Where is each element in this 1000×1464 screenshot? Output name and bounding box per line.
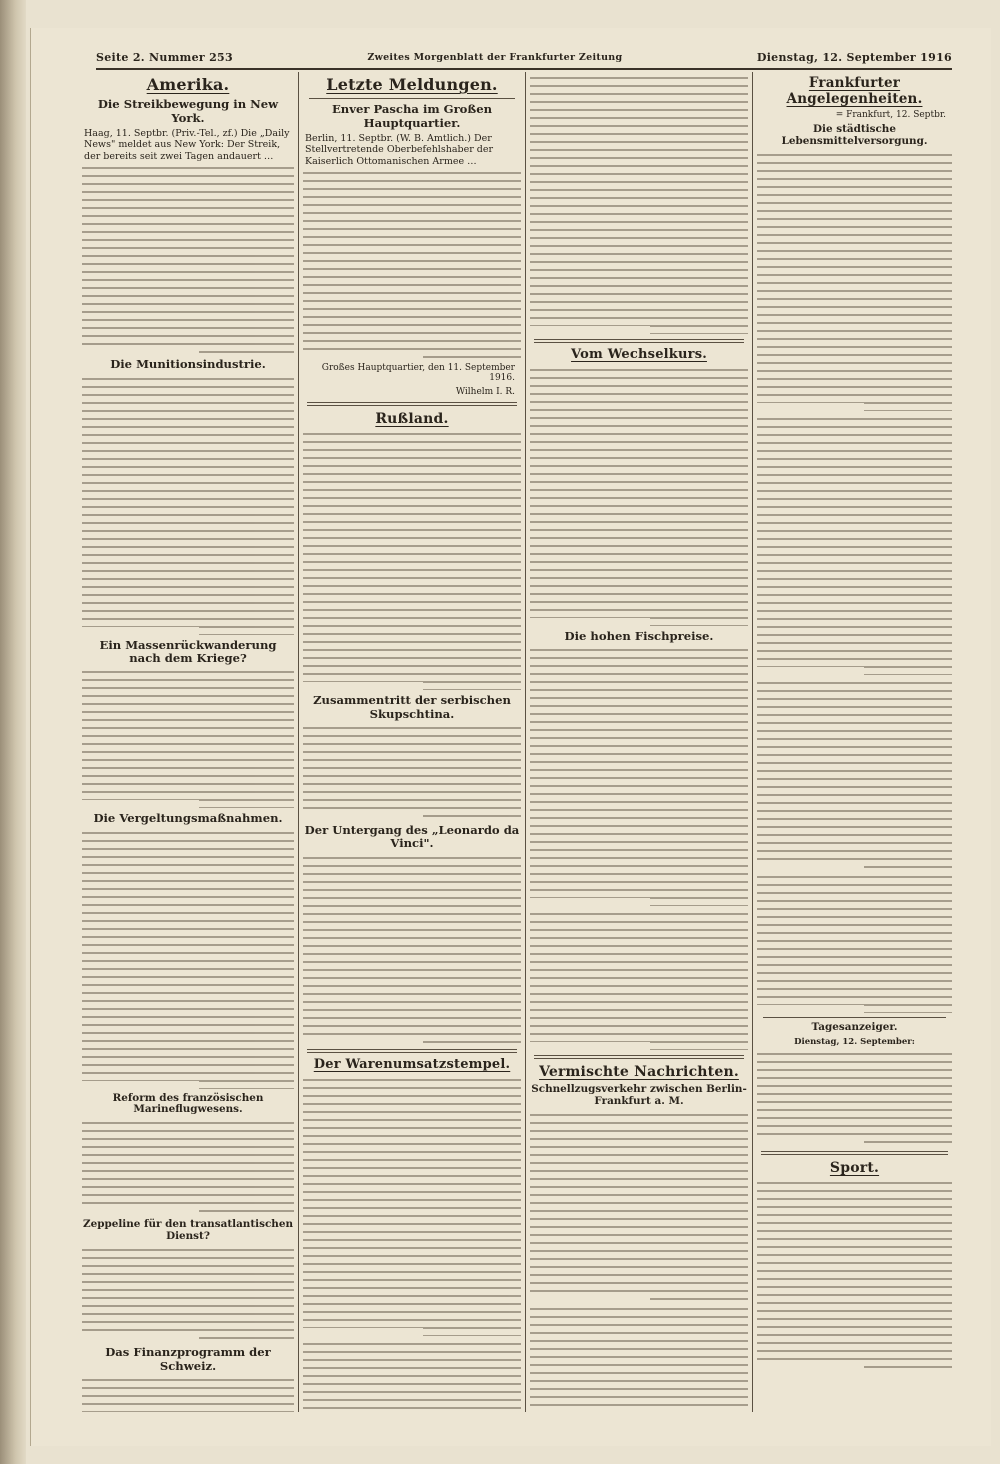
article-body <box>82 164 294 354</box>
article-body <box>303 724 521 820</box>
article-body <box>82 829 294 1089</box>
article-heading: Die Streikbewegung in New York. <box>97 97 279 125</box>
article-body <box>303 1076 521 1336</box>
article-body <box>757 151 952 411</box>
dateline: = Frankfurt, 12. Septbr. <box>835 110 946 121</box>
article-heading: Die städtische Lebensmittelversorgung. <box>781 123 928 147</box>
column-4 <box>757 72 952 1412</box>
article-heading: Schnellzugsverkehr zwischen Berlin-Frankfurt a. M. <box>531 1083 747 1108</box>
issue-date: Dienstag, 12. September 1916 <box>756 50 952 64</box>
article-body <box>757 1179 952 1369</box>
article-body <box>82 668 294 808</box>
signature: Wilhelm I. R. <box>455 387 515 398</box>
page-header <box>96 46 952 70</box>
column-2 <box>303 72 521 1412</box>
section-heading: Letzte Meldungen. <box>326 75 498 94</box>
divider <box>309 98 515 99</box>
article-heading: Das Finanzprogramm der Schweiz. <box>105 1345 271 1373</box>
divider <box>761 1151 948 1155</box>
article-lead: Berlin, 11. Septbr. (W. B. Amtlich.) Der Stellvertretende Oberbefehlshaber der Kaiserlich Ottomanischen Armee … <box>305 133 494 167</box>
article-body <box>530 366 748 626</box>
article-body <box>303 1340 521 1412</box>
section-heading: Vom Wechselkurs. <box>571 347 707 362</box>
article-body <box>530 1305 748 1412</box>
divider <box>307 402 517 406</box>
signature-date: Großes Hauptquartier, den 11. September 1916. <box>321 363 515 384</box>
article-body <box>530 910 748 1050</box>
article-body <box>303 854 521 1044</box>
article-heading: Reform des französischen Marineflugwesens. <box>112 1091 264 1116</box>
section-heading: Amerika. <box>146 75 230 94</box>
article-body <box>757 873 952 1013</box>
section-heading: Vermischte Nachrichten. <box>539 1064 739 1081</box>
paper-title: Zweites Morgenblatt der Frankfurter Zeitung <box>367 51 623 63</box>
article-heading: Der Untergang des „Leonardo da Vinci". <box>304 822 520 851</box>
section-heading: Frankfurter Angelegenheiten. <box>786 75 923 107</box>
article-heading: Enver Pascha im Großen Hauptquartier. <box>331 102 493 130</box>
article-lead: Haag, 11. Septbr. (Priv.-Tel., zf.) Die „Daily News" meldet aus New York: Der Streik, der bereits seit zwei Tagen andauert … <box>84 128 290 162</box>
article-body <box>82 1119 294 1215</box>
column-rule <box>298 72 299 1412</box>
article-body <box>530 1111 748 1301</box>
article-heading: Ein Massenrückwanderung nach dem Kriege? <box>99 637 277 665</box>
section-heading: Rußland. <box>375 411 449 428</box>
divider <box>763 1017 946 1018</box>
article-body <box>82 1376 294 1412</box>
article-heading: Tagesanzeiger. <box>811 1020 898 1033</box>
section-heading: Sport. <box>829 1159 880 1176</box>
divider <box>307 1049 517 1053</box>
article-heading: Die Munitionsindustrie. <box>110 357 266 372</box>
binding-spine <box>0 0 26 1464</box>
article-body <box>82 1246 294 1342</box>
article-heading: Zusammentritt der serbischen Skupschtina. <box>313 693 511 721</box>
calendar-listing <box>757 1050 952 1146</box>
column-rule <box>752 72 753 1412</box>
article-body <box>303 430 521 690</box>
article-body <box>82 375 294 635</box>
article-heading: Die Vergeltungsmaßnahmen. <box>93 811 283 826</box>
column-rule <box>525 72 526 1412</box>
divider <box>534 1055 744 1059</box>
column-3 <box>530 72 748 1412</box>
article-heading: Zeppeline für den transatlantischen Dienst? <box>83 1218 293 1243</box>
section-heading: Der Warenumsatzstempel. <box>313 1056 511 1072</box>
article-body <box>303 169 521 359</box>
page-number: Seite 2. Nummer 253 <box>96 50 233 64</box>
column-1 <box>82 72 294 1412</box>
article-body <box>757 679 952 869</box>
article-heading: Die hohen Fischpreise. <box>564 628 714 643</box>
article-body <box>530 74 748 334</box>
article-body <box>757 415 952 675</box>
calendar-title: Dienstag, 12. September: <box>794 1036 915 1047</box>
article-body <box>530 646 748 906</box>
divider <box>534 339 744 343</box>
